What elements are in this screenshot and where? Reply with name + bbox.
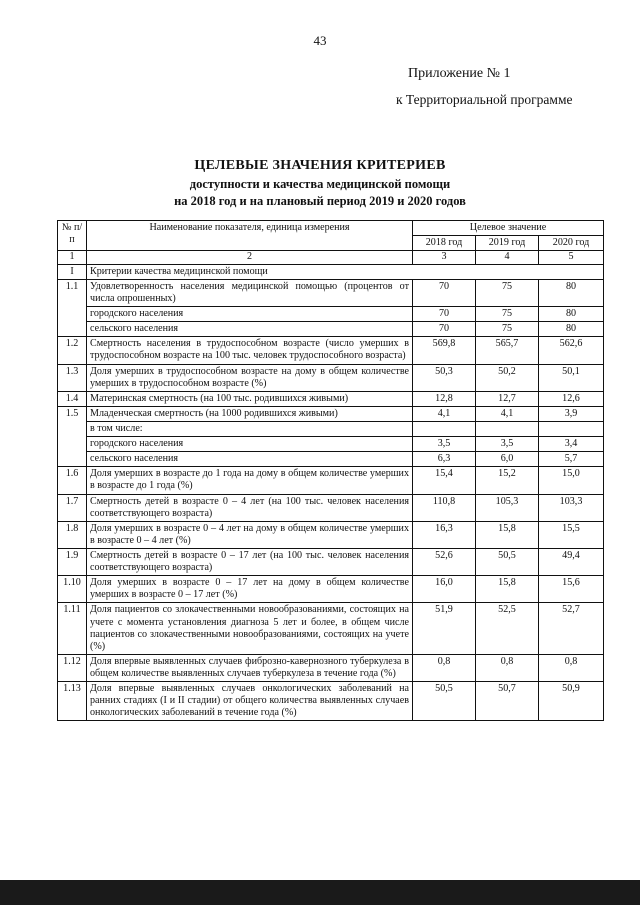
row-value-2019: 3,5: [476, 437, 539, 452]
row-value-2019: 15,8: [476, 521, 539, 548]
table-row: [58, 549, 604, 576]
table-row: [58, 603, 604, 654]
row-value-2018: 50,3: [413, 364, 476, 391]
row-value-2018: [413, 422, 476, 437]
row-num: 1.2: [58, 337, 87, 364]
row-num: 1.11: [58, 603, 87, 654]
row-name: Материнская смертность (на 100 тыс. родившихся живыми): [87, 391, 413, 406]
row-value-2018: 70: [413, 279, 476, 306]
row-value-2020: 5,7: [539, 452, 604, 467]
row-name: Доля умерших в возрасте 0 – 4 лет на дому в общем количестве умерших в возрасте 0 – 4 лет (%): [87, 521, 413, 548]
row-name: Младенческая смертность (на 1000 родившихся живыми): [87, 406, 413, 421]
table-row: [58, 437, 604, 452]
index-cell: 2: [87, 251, 413, 265]
row-value-2020: 50,1: [539, 364, 604, 391]
row-name: Доля впервые выявленных случаев онкологических заболеваний на ранних стадиях (I и II стадии) от общего количества выявленных случаев онкологических заболеваний в течение года (%): [87, 682, 413, 721]
row-value-2019: 75: [476, 307, 539, 322]
table-row: [58, 406, 604, 421]
table-row: [58, 337, 604, 364]
row-value-2018: 52,6: [413, 549, 476, 576]
row-value-2018: 12,8: [413, 391, 476, 406]
row-name: городского населения: [87, 307, 413, 322]
row-value-2020: [539, 422, 604, 437]
row-value-2018: 3,5: [413, 437, 476, 452]
row-value-2020: 80: [539, 322, 604, 337]
header-year-2020: 2020 год: [539, 236, 604, 251]
row-value-2020: 80: [539, 279, 604, 306]
appendix-title: Приложение № 1: [408, 66, 511, 81]
table-row: [58, 654, 604, 681]
row-value-2018: 4,1: [413, 406, 476, 421]
row-value-2019: 50,5: [476, 549, 539, 576]
table-row: [58, 452, 604, 467]
row-value-2019: 12,7: [476, 391, 539, 406]
row-name: Доля впервые выявленных случаев фиброзно-кавернозного туберкулеза в общем количестве выявленных случаев туберкулеза в течение года (%): [87, 654, 413, 681]
row-name: в том числе:: [87, 422, 413, 437]
row-num: 1.7: [58, 494, 87, 521]
row-name: Удовлетворенность населения медицинской помощью (процентов от числа опрошенных): [87, 279, 413, 306]
row-value-2019: 565,7: [476, 337, 539, 364]
scan-edge-bar: [0, 880, 640, 905]
row-name: Смертность детей в возрасте 0 – 4 лет (на 100 тыс. человек населения соответствующего возраста): [87, 494, 413, 521]
table-row: [58, 364, 604, 391]
table-row: [58, 422, 604, 437]
row-value-2018: 110,8: [413, 494, 476, 521]
row-value-2018: 15,4: [413, 467, 476, 494]
page-number: 43: [313, 33, 327, 48]
row-value-2020: 52,7: [539, 603, 604, 654]
row-num: 1.10: [58, 576, 87, 603]
row-value-2020: 15,6: [539, 576, 604, 603]
row-name: городского населения: [87, 437, 413, 452]
row-value-2020: 562,6: [539, 337, 604, 364]
row-value-2018: 70: [413, 322, 476, 337]
table-row: [58, 467, 604, 494]
row-value-2020: 50,9: [539, 682, 604, 721]
document-subtitle-2: на 2018 год и на плановый период 2019 и 2020 годов: [174, 194, 466, 208]
appendix-subtitle: к Территориальной программе: [396, 92, 573, 107]
row-value-2018: 16,3: [413, 521, 476, 548]
table-index-row: [58, 251, 604, 265]
row-value-2019: 75: [476, 279, 539, 306]
row-value-2018: 70: [413, 307, 476, 322]
table-row: [58, 682, 604, 721]
row-value-2019: 4,1: [476, 406, 539, 421]
row-value-2019: 52,5: [476, 603, 539, 654]
row-value-2018: 6,3: [413, 452, 476, 467]
row-name: Доля умерших в трудоспособном возрасте на дому в общем количестве умерших в трудоспособном возрасте (%): [87, 364, 413, 391]
row-value-2019: 6,0: [476, 452, 539, 467]
header-year-2018: 2018 год: [413, 236, 476, 251]
row-value-2019: 15,8: [476, 576, 539, 603]
header-year-2019: 2019 год: [476, 236, 539, 251]
row-num: 1.6: [58, 467, 87, 494]
row-value-2019: 75: [476, 322, 539, 337]
table-row: [58, 264, 604, 279]
criteria-table: [57, 220, 604, 721]
index-cell: 5: [539, 251, 604, 265]
table-row: [58, 576, 604, 603]
row-value-2020: 12,6: [539, 391, 604, 406]
row-value-2019: 50,2: [476, 364, 539, 391]
row-value-2018: 51,9: [413, 603, 476, 654]
row-name: Смертность детей в возрасте 0 – 17 лет (на 100 тыс. человек населения соответствующего возраста): [87, 549, 413, 576]
index-cell: 3: [413, 251, 476, 265]
document-title: ЦЕЛЕВЫЕ ЗНАЧЕНИЯ КРИТЕРИЕВ: [194, 158, 446, 173]
table-row: [58, 307, 604, 322]
row-num: 1.3: [58, 364, 87, 391]
row-value-2020: 15,5: [539, 521, 604, 548]
header-target: Целевое значение: [413, 221, 604, 236]
row-value-2020: 3,4: [539, 437, 604, 452]
row-value-2018: 0,8: [413, 654, 476, 681]
row-num: 1.12: [58, 654, 87, 681]
row-value-2018: 50,5: [413, 682, 476, 721]
table-row: [58, 391, 604, 406]
table-row: [58, 494, 604, 521]
row-num: 1.8: [58, 521, 87, 548]
row-name: Смертность населения в трудоспособном возрасте (число умерших в трудоспособном возрасте на 100 тыс. человек трудоспособного возраста): [87, 337, 413, 364]
row-num: 1.9: [58, 549, 87, 576]
row-value-2019: [476, 422, 539, 437]
row-value-2019: 105,3: [476, 494, 539, 521]
row-section-title: Критерии качества медицинской помощи: [87, 264, 604, 279]
header-name: Наименование показателя, единица измерения: [87, 221, 413, 251]
row-value-2020: 103,3: [539, 494, 604, 521]
row-num: 1.4: [58, 391, 87, 406]
table-row: [58, 279, 604, 306]
table-row: [58, 322, 604, 337]
row-value-2020: 80: [539, 307, 604, 322]
index-cell: 1: [58, 251, 87, 265]
row-num: 1.13: [58, 682, 87, 721]
row-value-2020: 0,8: [539, 654, 604, 681]
row-num: I: [58, 264, 87, 279]
table-row: [58, 521, 604, 548]
row-name: Доля умерших в возрасте до 1 года на дому в общем количестве умерших в возрасте до 1 года (%): [87, 467, 413, 494]
table-header-row: [58, 221, 604, 236]
row-value-2019: 15,2: [476, 467, 539, 494]
row-num: 1.5: [58, 406, 87, 466]
row-value-2019: 0,8: [476, 654, 539, 681]
row-name: сельского населения: [87, 322, 413, 337]
row-value-2020: 3,9: [539, 406, 604, 421]
row-value-2020: 15,0: [539, 467, 604, 494]
row-value-2019: 50,7: [476, 682, 539, 721]
row-name: Доля умерших в возрасте 0 – 17 лет на дому в общем количестве умерших в возрасте 0 – 17 лет (%): [87, 576, 413, 603]
row-value-2018: 16,0: [413, 576, 476, 603]
header-num: № п/п: [58, 221, 87, 251]
row-value-2020: 49,4: [539, 549, 604, 576]
row-name: сельского населения: [87, 452, 413, 467]
row-value-2018: 569,8: [413, 337, 476, 364]
row-name: Доля пациентов со злокачественными новообразованиями, состоящих на учете с момента установления диагноза 5 лет и более, в общем числе пациентов со злокачественными новообразованиями, состоящих на учете (%): [87, 603, 413, 654]
row-num: 1.1: [58, 279, 87, 336]
document-subtitle-1: доступности и качества медицинской помощи: [189, 177, 451, 191]
index-cell: 4: [476, 251, 539, 265]
